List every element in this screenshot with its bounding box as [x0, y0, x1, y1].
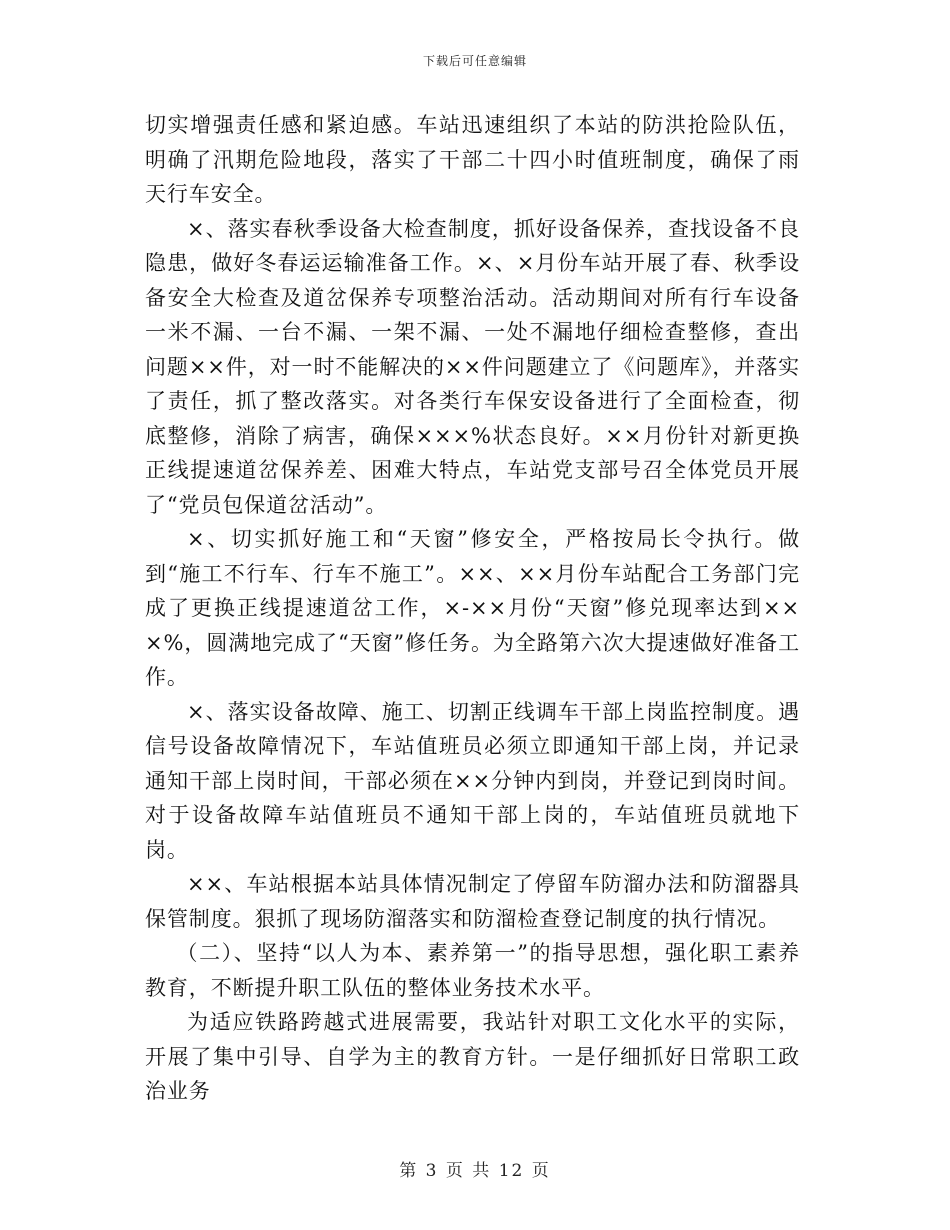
- paragraph-1: 切实增强责任感和紧迫感。车站迅速组织了本站的防洪抢险队伍，明确了汛期危险地段，落实了干部二十四小时值班制度，确保了雨天行车安全。: [145, 113, 800, 206]
- paragraph-6: 为适应铁路跨越式进展需要，我站针对职工文化水平的实际，开展了集中引导、自学为主的教育方针。一是仔细抓好日常职工政治业务: [145, 1010, 800, 1103]
- paragraph-4: ×、落实设备故障、施工、切割正线调车干部上岗监控制度。遇信号设备故障情况下，车站值班员必须立即通知干部上岗，并记录通知干部上岗时间，干部必须在××分钟内到岗，并登记到岗时间。对于设备故障车站值班员不通知干部上岗的，车站值班员就地下岗。: [145, 699, 800, 862]
- paragraph-2: ×、落实春秋季设备大检查制度，抓好设备保养，查找设备不良隐患，做好冬春运运输准备工作。×、×月份车站开展了春、秋季设备安全大检查及道岔保养专项整治活动。活动期间对所有行车设备一米不漏、一台不漏、一架不漏、一处不漏地仔细检查整修，查出问题××件，对一时不能解决的××件问题建立了《问题库》，并落实了责任，抓了整改落实。对各类行车保安设备进行了全面检查，彻底整修，消除了病害，确保×××%状态良好。××月份针对新更换正线提速道岔保养差、困难大特点，车站党支部号召全体党员开展了“党员包保道岔活动”。: [145, 216, 800, 517]
- page-footer: 第 3 页 共 12 页: [399, 1161, 551, 1181]
- page-header: 下载后可任意编辑: [422, 54, 527, 68]
- section-heading-2: （二）、坚持“以人为本、素养第一”的指导思想，强化职工素养教育，不断提升职工队伍的整体业务技术水平。: [145, 941, 800, 1000]
- paragraph-5: ××、车站根据本站具体情况制定了停留车防溜办法和防溜器具保管制度。狠抓了现场防溜落实和防溜检查登记制度的执行情况。: [145, 872, 800, 931]
- document-body: [145, 108, 800, 1109]
- paragraph-3: ×、切实抓好施工和“天窗”修安全，严格按局长令执行。做到“施工不行车、行车不施工”。××、××月份车站配合工务部门完成了更换正线提速道岔工作，×-××月份“天窗”修兑现率达到×××%，圆满地完成了“天窗”修任务。为全路第六次大提速做好准备工作。: [145, 527, 800, 689]
